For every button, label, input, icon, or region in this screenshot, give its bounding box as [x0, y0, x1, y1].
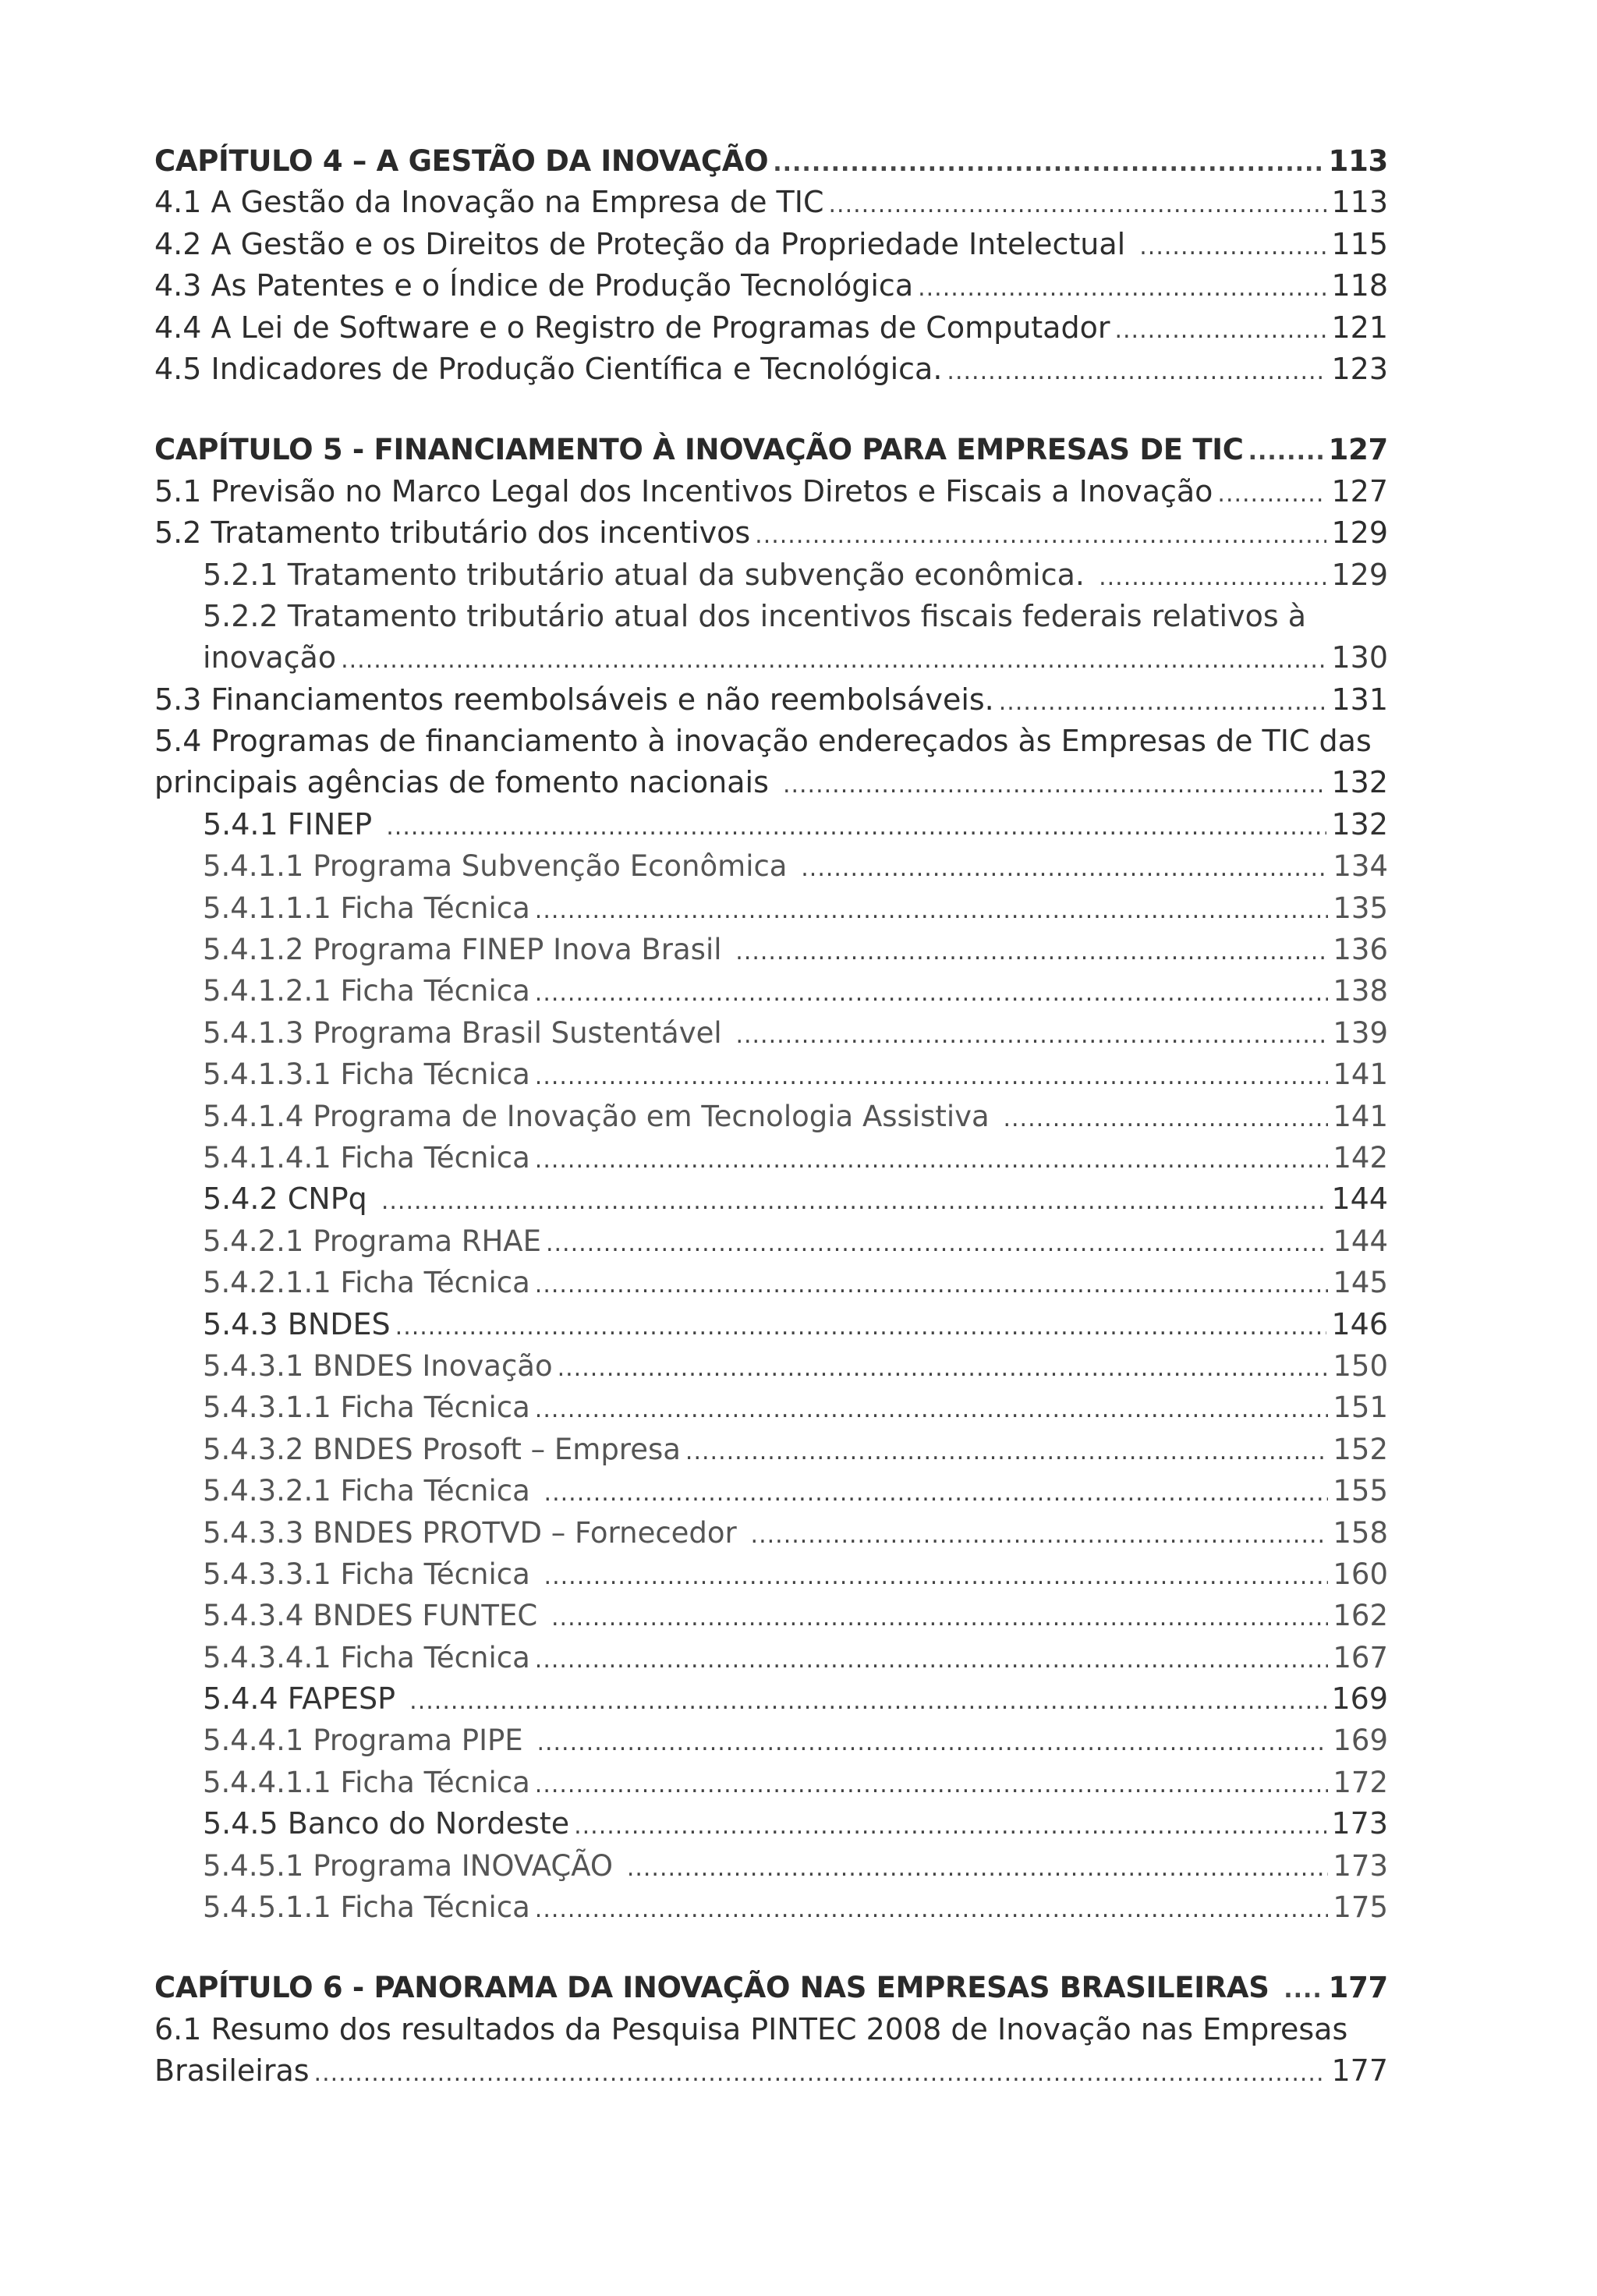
page-number: 169 — [1331, 1681, 1388, 1717]
entry-label: 5.4.1.2.1 Ficha Técnica — [203, 974, 530, 1008]
dot-leader — [947, 351, 1326, 392]
entry-label: 5.2 Tratamento tributário dos incentivos — [154, 516, 751, 551]
toc-entry-4-4[interactable] — [154, 307, 1388, 349]
entry-label: 5.4.5.1.1 Ficha Técnica — [203, 1890, 530, 1925]
page-number: 129 — [1331, 516, 1388, 551]
page-number: 132 — [1331, 765, 1388, 800]
page-number: 177 — [1328, 1971, 1388, 2005]
page-number: 155 — [1333, 1474, 1388, 1508]
page-number: 141 — [1333, 1099, 1388, 1133]
entry-label: 5.4.1.4 Programa de Inovação em Tecnologia Assistiva — [203, 1099, 999, 1133]
dot-leader — [1217, 473, 1326, 515]
entry-label: 5.4.1.4.1 Ficha Técnica — [203, 1140, 530, 1175]
page-number: 131 — [1331, 682, 1388, 717]
dot-leader — [999, 682, 1327, 723]
dot-leader — [685, 1431, 1328, 1472]
page-number: 135 — [1333, 891, 1388, 925]
entry-label: 5.4.1.3 Programa Brasil Sustentável — [203, 1015, 731, 1050]
entry-label: 5.4.1.2 Programa FINEP Inova Brasil — [203, 933, 731, 967]
entry-label: 5.4.1.3.1 Ficha Técnica — [203, 1058, 530, 1092]
entry-label: 5.3 Financiamentos reembolsáveis e não reembolsáveis. — [154, 682, 994, 717]
dot-leader — [783, 764, 1327, 806]
page-number: 121 — [1331, 310, 1388, 345]
page-number: 142 — [1333, 1140, 1388, 1175]
dot-leader — [1099, 557, 1326, 598]
entry-label: 5.4.4.1.1 Ficha Técnica — [203, 1765, 530, 1799]
page-number: 169 — [1333, 1724, 1388, 1758]
toc-entry-bndes-item[interactable] — [154, 1345, 1388, 1387]
page-number: 172 — [1333, 1765, 1388, 1799]
page-number: 173 — [1331, 1806, 1388, 1841]
dot-leader — [395, 1306, 1327, 1348]
toc-entry-finep-item[interactable] — [154, 1096, 1388, 1137]
page-number: 150 — [1333, 1348, 1388, 1383]
entry-label: 5.4.3 BNDES — [203, 1306, 391, 1341]
page-number: 158 — [1333, 1515, 1388, 1550]
page-number: 152 — [1333, 1432, 1388, 1466]
toc-entry-finep-item[interactable] — [154, 1054, 1388, 1095]
toc-entry-5-4-2[interactable] — [154, 1178, 1388, 1220]
dot-leader — [735, 931, 1328, 973]
dot-leader — [773, 143, 1323, 184]
page-number: 146 — [1331, 1306, 1388, 1341]
page-number: 132 — [1331, 806, 1388, 842]
entry-label: 5.4.1.1.1 Ficha Técnica — [203, 891, 530, 925]
page-number: 139 — [1333, 1015, 1388, 1050]
entry-label-line-1: 6.1 Resumo dos resultados da Pesquisa PINTEC 2008 de Inovação nas Empresas — [154, 2011, 1348, 2046]
page-number: 138 — [1333, 974, 1388, 1008]
entry-label: 4.5 Indicadores de Produção Científica e Tecnológica. — [154, 351, 943, 386]
page-number: 113 — [1331, 185, 1388, 220]
entry-label: 5.4.2 CNPq — [203, 1182, 377, 1217]
entry-label: 5.4.5.1 Programa INOVAÇÃO — [203, 1848, 622, 1883]
entry-label-line-1: 5.4 Programas de financiamento à inovação endereçados às Empresas de TIC das — [154, 724, 1372, 759]
page-number: 145 — [1333, 1266, 1388, 1300]
toc-entry-5-2-2[interactable] — [154, 596, 1388, 679]
entry-label: 5.4.3.2 BNDES Prosoft – Empresa — [203, 1432, 681, 1466]
entry-label-line-1: 5.2.2 Tratamento tributário atual dos incentivos fiscais federais relativos à — [203, 598, 1306, 633]
page-number: 129 — [1331, 557, 1388, 592]
dot-leader — [536, 1722, 1328, 1763]
page-number: 136 — [1333, 933, 1388, 967]
dot-leader — [535, 1389, 1329, 1430]
dot-leader — [558, 1348, 1329, 1389]
dot-leader — [1114, 310, 1326, 351]
dot-leader — [314, 2053, 1327, 2094]
dot-leader — [1003, 1098, 1328, 1139]
dot-leader — [627, 1848, 1329, 1889]
page-number: 123 — [1331, 351, 1388, 386]
toc-entry-5-4-3[interactable] — [154, 1304, 1388, 1345]
toc-entry-4-1[interactable] — [154, 182, 1388, 223]
toc-entry-finep-item[interactable] — [154, 888, 1388, 929]
entry-label: 4.4 A Lei de Software e o Registro de Programas de Computador — [154, 310, 1110, 345]
toc-entry-finep-item[interactable] — [154, 1012, 1388, 1054]
toc-entry-4-5[interactable] — [154, 349, 1388, 390]
dot-leader — [544, 1472, 1329, 1514]
toc-entry-bndes-item[interactable] — [154, 1595, 1388, 1636]
entry-label: 5.4.3.1.1 Ficha Técnica — [203, 1391, 530, 1425]
toc-entry-4-3[interactable] — [154, 265, 1388, 306]
entry-label: 5.4.2.1 Programa RHAE — [203, 1224, 541, 1258]
entry-label-line-2: inovação — [203, 640, 337, 675]
dot-leader — [551, 1597, 1328, 1639]
dot-leader — [535, 973, 1329, 1014]
page-number: 162 — [1333, 1599, 1388, 1633]
page-number: 127 — [1331, 473, 1388, 508]
entry-label-line-2: Brasileiras — [154, 2053, 310, 2089]
dot-leader — [535, 1139, 1329, 1181]
page-number: 134 — [1333, 849, 1388, 884]
toc-entry-finep-item[interactable] — [154, 1137, 1388, 1178]
dot-leader — [535, 1764, 1329, 1805]
entry-label: 4.3 As Patentes e o Índice de Produção Tecnológica — [154, 268, 914, 303]
chapter-title: CAPÍTULO 4 – A GESTÃO DA INOVAÇÃO — [154, 144, 769, 178]
toc-entry-bnb-item[interactable] — [154, 1845, 1388, 1887]
entry-label: 5.4.1.1 Programa Subvenção Econômica — [203, 849, 797, 884]
toc-entry-5-4-1[interactable] — [154, 804, 1388, 845]
entry-label: 5.4.3.4 BNDES FUNTEC — [203, 1599, 547, 1633]
toc-entry-cnpq-item[interactable] — [154, 1262, 1388, 1303]
toc-entry-5-4-5[interactable] — [154, 1803, 1388, 1844]
page-number: 144 — [1331, 1182, 1388, 1217]
dot-leader — [546, 1223, 1328, 1264]
page-number: 127 — [1328, 433, 1388, 467]
toc-entry-5-2[interactable] — [154, 512, 1388, 554]
entry-label: 5.4.3.3.1 Ficha Técnica — [203, 1557, 540, 1591]
dot-leader — [535, 1056, 1329, 1097]
toc-entry-bnb-item[interactable] — [154, 1887, 1388, 1928]
chapter-title: CAPÍTULO 6 - PANORAMA DA INOVAÇÃO NAS EMPRESAS BRASILEIRAS — [154, 1971, 1280, 2005]
page-number: 130 — [1331, 640, 1388, 675]
entry-label: 5.4.3.3 BNDES PROTVD – Fornecedor — [203, 1515, 746, 1550]
toc-entry-bndes-item[interactable] — [154, 1637, 1388, 1678]
toc-entry-5-1[interactable] — [154, 471, 1388, 512]
toc-entry-finep-item[interactable] — [154, 970, 1388, 1012]
entry-label: 5.4.4.1 Programa PIPE — [203, 1724, 533, 1758]
dot-leader — [829, 184, 1327, 225]
dot-leader — [755, 515, 1326, 556]
entry-label: 4.1 A Gestão da Inovação na Empresa de TIC — [154, 185, 824, 220]
page-number: 151 — [1333, 1391, 1388, 1425]
page-number: 167 — [1333, 1640, 1388, 1674]
toc-entry-bndes-item[interactable] — [154, 1554, 1388, 1595]
entry-label: 5.4.5 Banco do Nordeste — [203, 1806, 570, 1841]
dot-leader — [341, 640, 1326, 681]
dot-leader — [1139, 226, 1326, 268]
dot-leader — [535, 1639, 1329, 1681]
toc-entry-bndes-item[interactable] — [154, 1512, 1388, 1554]
dot-leader — [535, 1889, 1329, 1930]
entry-label: 5.4.1 FINEP — [203, 806, 382, 842]
chapter-6-heading[interactable] — [154, 1967, 1388, 2008]
chapter-4-heading[interactable] — [154, 140, 1388, 182]
page-number: 118 — [1331, 268, 1388, 303]
entry-label: 5.4.3.1 BNDES Inovação — [203, 1348, 553, 1383]
chapter-5-heading[interactable] — [154, 429, 1388, 470]
page-number: 177 — [1331, 2053, 1388, 2089]
toc-entry-finep-item[interactable] — [154, 929, 1388, 970]
toc-entry-5-3[interactable] — [154, 679, 1388, 721]
dot-leader — [751, 1515, 1329, 1556]
dot-leader — [918, 268, 1326, 309]
dot-leader — [381, 1181, 1327, 1222]
entry-label: 5.2.1 Tratamento tributário atual da subvenção econômica. — [203, 557, 1095, 592]
dot-leader — [1248, 431, 1324, 473]
page-number: 113 — [1328, 144, 1388, 178]
page-number: 115 — [1331, 226, 1388, 261]
toc-entry-cnpq-item[interactable] — [154, 1221, 1388, 1262]
toc-entry-6-1[interactable] — [154, 2009, 1388, 2092]
entry-label: 5.4.3.4.1 Ficha Técnica — [203, 1640, 530, 1674]
dot-leader — [386, 806, 1326, 848]
dot-leader — [535, 1264, 1329, 1306]
toc-entry-5-2-1[interactable] — [154, 555, 1388, 596]
dot-leader — [544, 1556, 1329, 1597]
dot-leader — [574, 1805, 1326, 1847]
page-number: 173 — [1333, 1848, 1388, 1883]
entry-label-line-2: principais agências de fomento nacionais — [154, 765, 778, 800]
entry-label: 4.2 A Gestão e os Direitos de Proteção da Propriedade Intelectual — [154, 226, 1135, 261]
table-of-contents — [154, 140, 1388, 2092]
dot-leader — [801, 848, 1328, 889]
toc-entry-5-4-4[interactable] — [154, 1678, 1388, 1720]
dot-leader — [1284, 1969, 1323, 2011]
dot-leader — [409, 1681, 1326, 1722]
page-number: 175 — [1333, 1890, 1388, 1925]
toc-entry-finep-item[interactable] — [154, 845, 1388, 887]
page-number: 160 — [1333, 1557, 1388, 1591]
dot-leader — [735, 1015, 1328, 1056]
toc-entry-fapesp-item[interactable] — [154, 1762, 1388, 1803]
toc-entry-bndes-item[interactable] — [154, 1429, 1388, 1470]
entry-label: 5.4.2.1.1 Ficha Técnica — [203, 1266, 530, 1300]
page-number: 144 — [1333, 1224, 1388, 1258]
toc-entry-bndes-item[interactable] — [154, 1470, 1388, 1511]
page-number: 141 — [1333, 1058, 1388, 1092]
entry-label: 5.4.3.2.1 Ficha Técnica — [203, 1474, 540, 1508]
chapter-title: CAPÍTULO 5 - FINANCIAMENTO À INOVAÇÃO PARA EMPRESAS DE TIC — [154, 433, 1244, 467]
toc-entry-fapesp-item[interactable] — [154, 1720, 1388, 1761]
toc-entry-4-2[interactable] — [154, 224, 1388, 265]
toc-entry-5-4[interactable] — [154, 721, 1388, 804]
entry-label: 5.4.4 FAPESP — [203, 1681, 405, 1717]
dot-leader — [535, 890, 1329, 931]
entry-label: 5.1 Previsão no Marco Legal dos Incentivos Diretos e Fiscais a Inovação — [154, 473, 1213, 508]
toc-entry-bndes-item[interactable] — [154, 1387, 1388, 1428]
